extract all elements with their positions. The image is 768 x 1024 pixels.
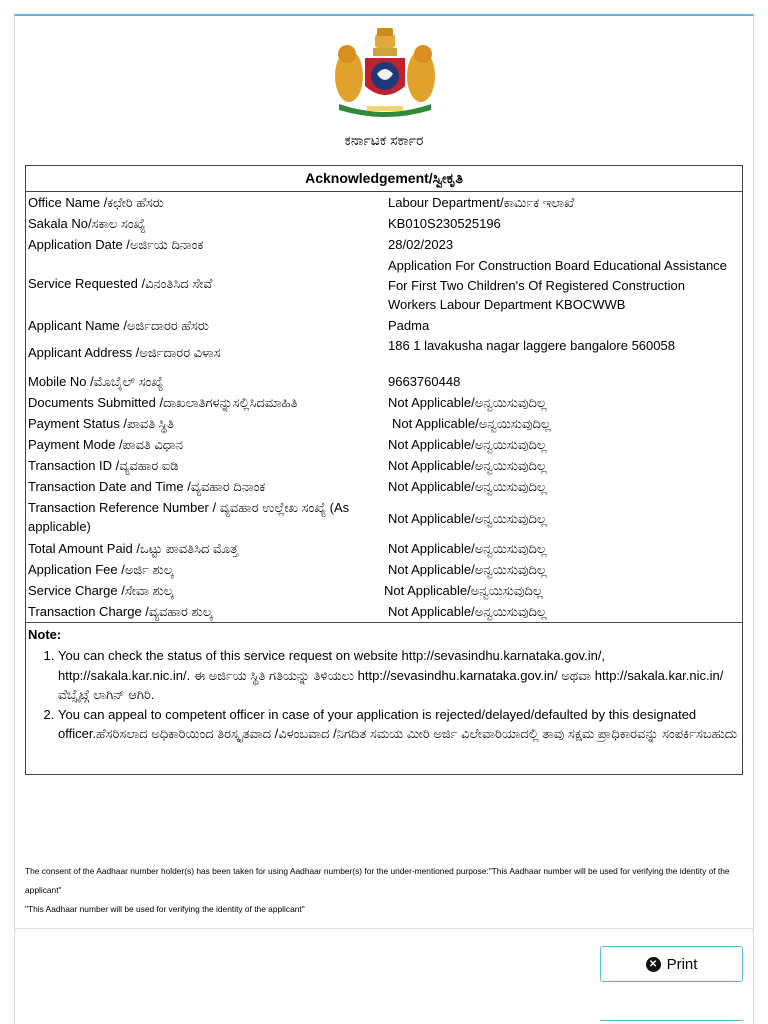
row-value: Not Applicable/ಅನ್ವಯಿಸುವುದಿಲ್ಲ <box>388 458 547 473</box>
row-label: Application Date /ಅರ್ಜಿಯ ದಿನಾಂಕ <box>28 237 204 252</box>
row-label: Total Amount Paid /ಒಟ್ಟು ಪಾವತಿಸಿದ ಮೊತ್ತ <box>28 541 239 556</box>
row-value: Not Applicable/ಅನ್ವಯಿಸುವುದಿಲ್ಲ <box>388 604 547 619</box>
table-row <box>26 235 742 256</box>
table-row <box>26 336 742 372</box>
print-label: Print <box>666 955 698 973</box>
note-title: Note: <box>28 627 62 642</box>
row-value: Not Applicable/ಅನ್ವಯಿಸುವುದಿಲ್ಲ <box>392 416 551 431</box>
acknowledgement-table <box>25 165 743 775</box>
table-row <box>26 602 742 623</box>
row-label: Applicant Address /ಅರ್ಜಿದಾರರ ವಿಳಾಸ <box>28 345 221 360</box>
table-row <box>26 414 742 435</box>
row-value: Application For Construction Board Educational Assistance For First Two Children's Of Registered Construction Workers Labour Department KBOCWWB <box>388 258 727 312</box>
table-row <box>26 477 742 498</box>
table-row <box>26 560 742 581</box>
row-value: Labour Department/ಕಾರ್ಮಿಕ ಇಲಾಖೆ <box>388 195 575 210</box>
row-value: Not Applicable/ಅನ್ವಯಿಸುವುದಿಲ್ಲ <box>384 583 543 598</box>
table-row <box>26 456 742 477</box>
row-label: Service Charge /ಸೇವಾ ಶುಲ್ಕ <box>28 583 174 598</box>
aadhaar-consent <box>25 862 740 919</box>
row-label: Sakala No/ಸಕಾಲ ಸಂಖ್ಯೆ <box>28 216 146 231</box>
row-value: Not Applicable/ಅನ್ವಯಿಸುವುದಿಲ್ಲ <box>388 562 547 577</box>
table-row <box>26 316 742 336</box>
row-label: Service Requested /ವಿನಂತಿಸಿದ ಸೇವೆ <box>28 276 213 291</box>
row-label: Transaction Reference Number / ವ್ಯವಹಾರ ಉಲ್ಲೇಖ ಸಂಖ್ಯೆ (As applicable) <box>28 500 350 534</box>
row-value: Not Applicable/ಅನ್ವಯಿಸುವುದಿಲ್ಲ <box>388 511 547 526</box>
table-row <box>26 372 742 393</box>
print-button[interactable] <box>600 946 743 982</box>
consent-text: The consent of the Aadhaar number holder(s) has been taken for using Aadhaar number(s) for the under-mentioned purpose:"This Aadhaar number will be used for verifying the identity of the applicant" <box>25 866 730 895</box>
consent-text-repeat: "This Aadhaar number will be used for verifying the identity of the applicant" <box>25 904 305 914</box>
row-label: Office Name /ಕಛೇರಿ ಹೆಸರು <box>28 195 164 210</box>
row-label: Transaction Date and Time /ವ್ಯವಹಾರ ದಿನಾಂಕ <box>28 479 266 494</box>
note-item: 2. You can appeal to competent officer in case of your application is rejected/delayed/defaulted by this designated officer.ಹೆಸರಿಸಲಾದ ಅಧಿಕಾರಿಯಿಂದ ತಿರಸ್ಕೃತವಾದ /ವಿಳಂಬವಾದ /ನಿಗದಿತ ಸಮಯ ಮೀರಿ ಅರ್ಜಿ ವಿಲೇವಾರಿಯಾದಲ್ಲಿ ತಾವು ಸಕ್ಷಮ ಪ್ರಾಧಿಕಾರವನ್ನು ಸಂಪರ್ಕಿಸಬಹುದು <box>58 705 738 744</box>
row-label: Transaction Charge /ವ್ಯವಹಾರ ಶುಲ್ಕ <box>28 604 213 619</box>
row-value: 9663760448 <box>388 374 461 389</box>
acknowledgement-title: Acknowledgement/ಸ್ವೀಕೃತಿ <box>26 166 742 192</box>
row-label: Applicant Name /ಅರ್ಜಿದಾರರ ಹೆಸರು <box>28 318 209 333</box>
row-label: Application Fee /ಅರ್ಜಿ ಶುಲ್ಕ <box>28 562 174 577</box>
row-label: Payment Mode /ಪಾವತಿ ವಿಧಾನ <box>28 437 184 452</box>
table-row <box>26 214 742 235</box>
note-list <box>28 646 738 744</box>
row-value: Not Applicable/ಅನ್ವಯಿಸುವುದಿಲ್ಲ <box>388 437 547 452</box>
table-row <box>26 256 742 316</box>
note-section <box>26 622 742 775</box>
karnataka-emblem-icon <box>331 24 439 120</box>
row-value: 28/02/2023 <box>388 237 454 252</box>
close-circle-icon: ✕ <box>646 957 661 972</box>
table-row <box>26 539 742 560</box>
table-row <box>26 435 742 456</box>
row-label: Transaction ID /ವ್ಯವಹಾರ ಐಡಿ <box>28 458 179 473</box>
footer-divider <box>15 928 753 929</box>
table-row <box>26 193 742 214</box>
row-value: Not Applicable/ಅನ್ವಯಿಸುವುದಿಲ್ಲ <box>388 541 547 556</box>
row-value: Padma <box>388 318 430 333</box>
row-value: Not Applicable/ಅನ್ವಯಿಸುವುದಿಲ್ಲ <box>388 479 547 494</box>
secondary-button-edge <box>600 1020 743 1024</box>
row-value: KB010S230525196 <box>388 216 501 231</box>
table-row <box>26 581 742 602</box>
row-label: Documents Submitted /ದಾಖಲಾತಿಗಳನ್ನುಸಲ್ಲಿಸಿದಮಾಹಿತಿ <box>28 395 298 410</box>
table-row <box>26 393 742 414</box>
row-value: 186 1 lavakusha nagar laggere bangalore 560058 <box>388 338 675 353</box>
row-label: Payment Status /ಪಾವತಿ ಸ್ಥಿತಿ <box>28 416 174 431</box>
government-name: ಕರ್ನಾಟಕ ಸರ್ಕಾರ <box>344 132 424 148</box>
table-row <box>26 498 742 539</box>
row-label: Mobile No /ಮೊಬೈಲ್ ಸಂಖ್ಯೆ <box>28 374 164 389</box>
note-item: 1. You can check the status of this service request on website http://sevasindhu.karnataka.gov.in/, http://sakala.kar.nic.in/. ಈ ಅರ್ಜಿಯ ಸ್ಥಿತಿ ಗತಿಯನ್ನು ತಿಳಿಯಲು http://sevasindhu.karnataka.gov.in/ ಅಥವಾ http://sakala.kar.nic.in/ ವೆಬ್ಸೈಟ್ಗೆ ಲಾಗಿನ್ ಆಗಿರಿ. <box>58 646 738 705</box>
row-value: Not Applicable/ಅನ್ವಯಿಸುವುದಿಲ್ಲ <box>388 395 547 410</box>
